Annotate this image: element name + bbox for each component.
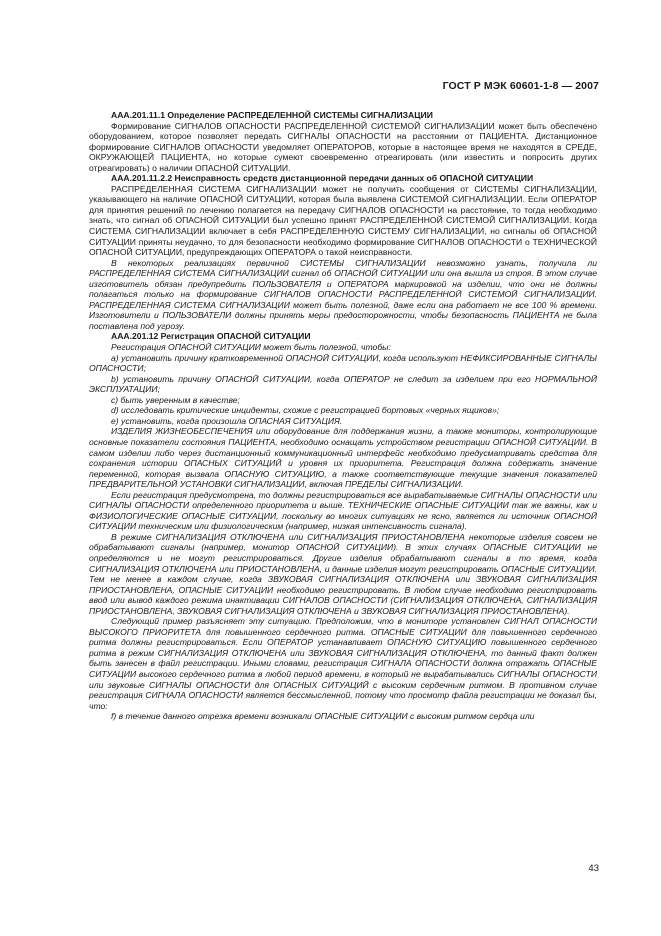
section-heading: ААА.201.11.1 Определение РАСПРЕДЕЛЕННОЙ СИСТЕМЫ СИГНАЛИЗАЦИИ [111, 110, 433, 120]
body-paragraph: е) установить, когда произошла ОПАСНАЯ СИТУАЦИЯ. [111, 415, 343, 426]
body-paragraph: РАСПРЕДЕЛЕННАЯ СИСТЕМА СИГНАЛИЗАЦИИ может не получить сообщения от СИСТЕМЫ СИГНАЛИЗАЦИИ, указывающего на наличие ОПАСНОЙ СИТУАЦИИ, которая была выявлена СИСТЕМОЙ СИГНАЛИЗАЦИИ. Если ОПЕРАТОР для принятия решений по лечению полагается на передачу СИГНАЛОВ ОПАСНОСТИ на расстояние, то тогда необходимо знать, что сигнал об ОПАСНОЙ СИТУАЦИИ был успешно принят РАСПРЕДЕЛЕННОЙ СИСТЕМОЙ СИГНАЛИЗАЦИИ. Когда СИСТЕМА СИГНАЛИЗАЦИИ включает в себя РАСПРЕДЕЛЕННУЮ СИСТЕМУ СИГНАЛИЗАЦИИ, но сигналы об ОПАСНОЙ СИТУАЦИИ приняты неудачно, то для безопасности необходимо формирование СИГНАЛОВ ОПАСНОСТИ о ТЕХНИЧЕСКОЙ ОПАСНОЙ СИТУАЦИИ, предупреждающих ОПЕРАТОРА о такой неисправности. [89, 183, 597, 258]
body-paragraph: Если регистрация предусмотрена, то должны регистрироваться все вырабатываемые СИГНАЛЫ ОПАСНОСТИ или СИГНАЛЫ ОПАСНОСТИ определенного приоритета и выше. ТЕХНИЧЕСКИЕ ОПАСНЫЕ СИТУАЦИИ так же важны, как и ФИЗИОЛОГИЧЕСКИЕ ОПАСНЫЕ СИТУАЦИИ, поскольку во многих ситуациях не ясно, является ли источник ОПАСНОЙ СИТУАЦИИ техническим или физиологическим (например, низкая интенсивность сигнала). [89, 489, 597, 532]
section-heading: ААА.201.11.2.2 Неисправность средств дистанционной передачи данных об ОПАСНОЙ СИТУАЦИИ [111, 173, 534, 184]
body-paragraph: Формирование СИГНАЛОВ ОПАСНОСТИ РАСПРЕДЕЛЕННОЙ СИСТЕМОЙ СИГНАЛИЗАЦИИ может быть обеспечено оборудованием, которое позволяет передать СИГНАЛЫ ОПАСНОСТИ на расстоянии от ПАЦИЕНТА. Дистанционное формирование СИГНАЛОВ ОПАСНОСТИ уведомляет ОПЕРАТОРОВ, которые в настоящее время не находятся в СРЕДЕ, ОКРУЖАЮЩЕЙ ПАЦИЕНТА, но которые сумеют своевременно отреагировать (или известить и попросить других отреагировать) о наличии ОПАСНОЙ СИТУАЦИИ. [89, 120, 597, 173]
body-paragraph: с) быть уверенным в качестве; [111, 394, 240, 405]
section-heading: ААА.201.12 Регистрация ОПАСНОЙ СИТУАЦИИ [111, 331, 311, 342]
standard-header: ГОСТ Р МЭК 60601-1-8 — 2007 [442, 80, 599, 92]
body-paragraph: В некоторых реализациях первичной СИСТЕМЫ СИГНАЛИЗАЦИИ невозможно узнать, получила ли РАСПРЕДЕЛЕННАЯ СИСТЕМА СИГНАЛИЗАЦИИ сигнал об ОПАСНОЙ СИТУАЦИИ или она вышла из строя. В этом случае изготовитель обязан предупредить ПОЛЬЗОВАТЕЛЯ и ОПЕРАТОРА маркировкой на изделии, что они не должны полагаться только на формирование СИГНАЛОВ ОПАСНОСТИ РАСПРЕДЕЛЕННОЙ СИСТЕМОЙ СИГНАЛИЗАЦИИ. РАСПРЕДЕЛЕННАЯ СИСТЕМА СИГНАЛИЗАЦИИ может быть полезной, даже если она работает не все 100 % времени. Изготовители и ПОЛЬЗОВАТЕЛИ должны принять меры предосторожности, чтобы безопасность ПАЦИЕНТА не была поставлена под угрозу. [89, 257, 597, 331]
body-paragraph: а) установить причину кратковременной ОПАСНОЙ СИТУАЦИИ, когда используют НЕФИКСИРОВАННЫЕ СИГНАЛЫ ОПАСНОСТИ; [89, 352, 597, 374]
body-paragraph: ИЗДЕЛИЯ ЖИЗНЕОБЕСПЕЧЕНИЯ или оборудование для поддержания жизни, а также мониторы, контролирующие основные показатели состояния ПАЦИЕНТА, необходимо оснащать устройством регистрации ОПАСНОЙ СИТУАЦИИ. В самом изделии либо через дистанционный коммуникационный интерфейс необходимо предусматривать средства для сохранения истории ОПАСНЫХ СИТУАЦИЙ и уровня их приоритета. Регистрация должна содержать значение переменной, которая вызвала ОПАСНУЮ СИТУАЦИЮ, а также соответствующие текущие значения показателей ПРЕДВАРИТЕЛЬНОЙ УСТАНОВКИ СИГНАЛИЗАЦИИ, включая ПРЕДЕЛЫ СИГНАЛИЗАЦИИ. [89, 426, 597, 490]
body-paragraph: Следующий пример разъясняет эту ситуацию. Предположим, что в мониторе установлен СИГНАЛ ОПАСНОСТИ ВЫСОКОГО ПРИОРИТЕТА для повышенного сердечного ритма. ОПАСНЫЕ СИТУАЦИИ для повышенного сердечного ритма должны регистрироваться. Если ОПЕРАТОР устанавливает ОПАСНУЮ СИТУАЦИЮ повышенного сердечного ритма в режим СИГНАЛИЗАЦИЯ ОТКЛЮЧЕНА или ЗВУКОВАЯ СИГНАЛИЗАЦИЯ ОТКЛЮЧЕНА, то данный факт должен быть занесен в файл регистрации. Иными словами, регистрация СИГНАЛА ОПАСНОСТИ должна отражать ОПАСНЫЕ СИТУАЦИИ высокого сердечного ритма в любой период времени, в который не вырабатывались СИГНАЛЫ ОПАСНОСТИ или звуковые СИГНАЛЫ ОПАСНОСТИ для ОПАСНЫХ СИТУАЦИЙ с высоким сердечным ритмом. В противном случае регистрация СИГНАЛА ОПАСНОСТИ является бессмысленной, потому что просмотр файла регистрации не доказал бы, что: [89, 616, 597, 711]
page-body [89, 110, 597, 722]
body-paragraph: f) в течение данного отрезка времени возникали ОПАСНЫЕ СИТУАЦИИ с высоким ритмом сердца или [111, 711, 535, 722]
body-paragraph: Регистрация ОПАСНОЙ СИТУАЦИИ может быть полезной, чтобы: [111, 342, 391, 353]
body-paragraph: b) установить причину ОПАСНОЙ СИТУАЦИИ, когда ОПЕРАТОР не следит за изделием при его НОРМАЛЬНОЙ ЭКСПЛУАТАЦИИ; [89, 373, 597, 395]
body-paragraph: d) исследовать критические инциденты, схожие с регистрацией бортовых «черных ящиков»; [111, 405, 500, 416]
page-number: 43 [588, 863, 599, 874]
body-paragraph: В режиме СИГНАЛИЗАЦИЯ ОТКЛЮЧЕНА или СИГНАЛИЗАЦИЯ ПРИОСТАНОВЛЕНА некоторые изделия совсем не обрабатывают сигналы (например, монитор ОПАСНОЙ СИТУАЦИИ). В этих случаях ОПАСНЫЕ СИТУАЦИИ не определяются и не могут регистрироваться. Другие изделия обрабатывают сигналы в то время, когда СИГНАЛИЗАЦИЯ ОТКЛЮЧЕНА или ПРИОСТАНОВЛЕНА, и данные изделия могут регистрировать ОПАСНЫЕ СИТУАЦИИ. Тем не менее в каждом случае, когда ЗВУКОВАЯ СИГНАЛИЗАЦИЯ ОТКЛЮЧЕНА или ЗВУКОВАЯ СИГНАЛИЗАЦИЯ ПРИОСТАНОВЛЕНА, ОПАСНЫЕ СИТУАЦИИ необходимо регистрировать. В любом случае необходимо регистрировать ввод или вывод каждого режима инактивации СИГНАЛОВ ОПАСНОСТИ (СИГНАЛИЗАЦИЯ ОТКЛЮЧЕНА, СИГНАЛИЗАЦИЯ ПРИОСТАНОВЛЕНА, ЗВУКОВАЯ СИГНАЛИЗАЦИЯ ОТКЛЮЧЕНА и ЗВУКОВАЯ СИГНАЛИЗАЦИЯ ПРИОСТАНОВЛЕНА). [89, 531, 597, 616]
